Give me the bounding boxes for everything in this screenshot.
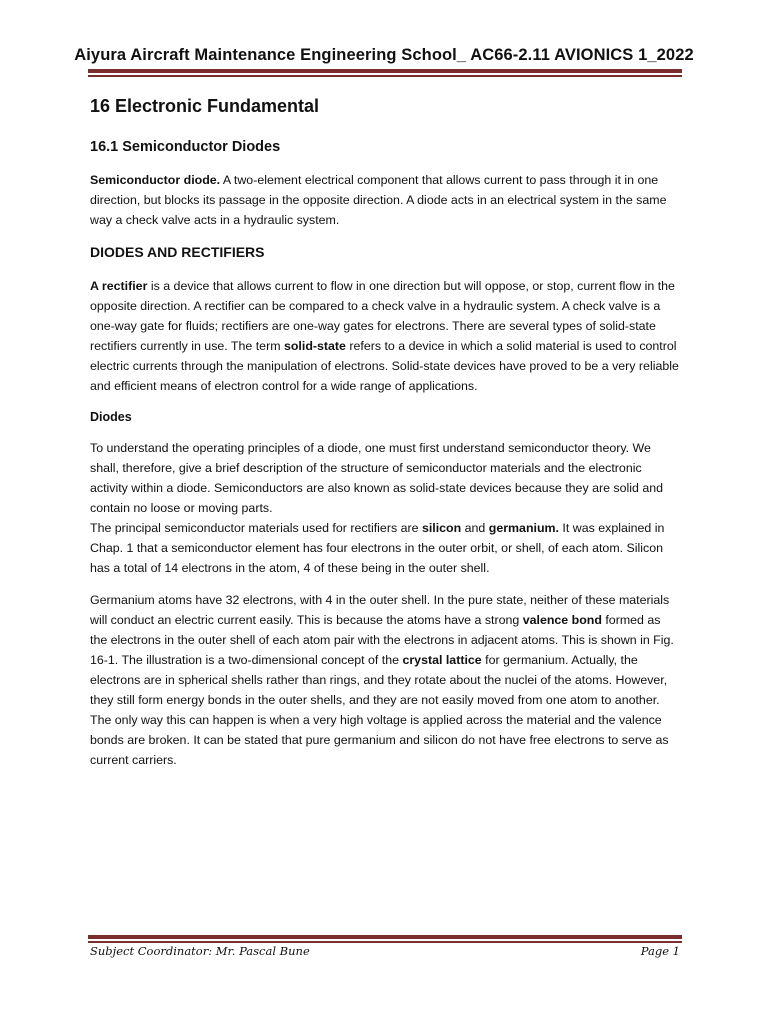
chapter-title: 16 Electronic Fundamental: [90, 96, 320, 116]
diodes-paragraph-2: [90, 518, 680, 578]
diodes-p2-text-a: The principal semiconductor materials used for rectifiers are: [90, 521, 422, 535]
intro-paragraph: [90, 170, 680, 230]
solid-state-term: solid-state: [283, 339, 346, 353]
footer-rule-thin: [88, 941, 682, 943]
intro-text: A two-element electrical component that allows current to pass through it in one direction, but blocks its passage in the opposite direction. A diode acts in an electrical system in the same way a check valve acts in a hydraulic system.: [90, 173, 667, 227]
footer-rule-thick: [88, 935, 682, 939]
diodes-p3-text-b: formed as the electrons in the outer shell of each atom pair with the electrons in adjacent atoms. This is shown in Fig. 16-1. The illustration is a two-dimensional concept of the: [90, 613, 674, 667]
silicon-term: silicon: [421, 521, 462, 535]
diodes-heading: Diodes: [90, 410, 132, 424]
diodes-p3-text-a: Germanium atoms have 32 electrons, with 4 in the outer shell. In the pure state, neither of these materials will conduct an electric current easily. This is because the atoms have a strong: [90, 593, 670, 627]
rectifier-text-a: is a device that allows current to flow in one direction but will oppose, or stop, current flow in the opposite direction. A rectifier can be compared to a check valve in a hydraulic system. A check valve is a one-way gate for fluids; rectifiers are one-way gates for electrons. There are several types of solid-state rectifiers currently in use. The term: [90, 279, 675, 353]
footer-coordinator: Subject Coordinator: Mr. Pascal Bune: [90, 944, 310, 958]
rectifier-term: A rectifier: [90, 279, 148, 293]
page-header: Aiyura Aircraft Maintenance Engineering School_ AC66-2.11 AVIONICS 1_2022: [74, 46, 694, 64]
rectifier-paragraph: [90, 276, 680, 396]
rectifier-text-b: refers to a device in which a solid material is used to control electric currents through the manipulation of electrons. Solid-state devices have proved to be a very reliable and efficient means of electron control for a wide range of applications.: [90, 339, 679, 393]
header-rule-thick: [88, 69, 682, 73]
diodes-paragraph-1: To understand the operating principles of a diode, one must first understand semiconductor theory. We shall, therefore, give a brief description of the structure of semiconductor materials and the electronic activity within a diode. Semiconductors are also known as solid-state devices because they are solid and contain no loose or moving parts.: [90, 441, 664, 515]
document-body: [90, 94, 680, 782]
valence-bond-term: valence bond: [522, 613, 602, 627]
diodes-p2-text-b: It was explained in Chap. 1 that a semiconductor element has four electrons in the outer orbit, or shell, of each atom. Silicon has a total of 14 electrons in the atom, 4 of these being in the outer shell.: [90, 521, 665, 575]
diodes-rectifiers-heading: DIODES AND RECTIFIERS: [90, 244, 265, 260]
intro-term: Semiconductor diode.: [90, 173, 221, 187]
section-title: 16.1 Semiconductor Diodes: [90, 139, 281, 155]
diodes-p3-text-c: for germanium. Actually, the electrons are in spherical shells rather than rings, and they rotate about the nuclei of the atoms. However, they still form energy bonds in the outer shells, and they are not easily moved from one atom to another. The only way this can happen is when a very high voltage is applied across the material and the valence bonds are broken. It can be stated that pure germanium and silicon do not have free electrons to serve as current carriers.: [90, 653, 669, 767]
diodes-paragraph-3: [90, 590, 680, 770]
header-rule-thin: [88, 75, 682, 77]
crystal-lattice-term: crystal lattice: [402, 653, 482, 667]
germanium-term: germanium.: [488, 521, 559, 535]
diodes-p2-and: and: [461, 521, 489, 535]
footer-page-number: Page 1: [640, 944, 680, 958]
